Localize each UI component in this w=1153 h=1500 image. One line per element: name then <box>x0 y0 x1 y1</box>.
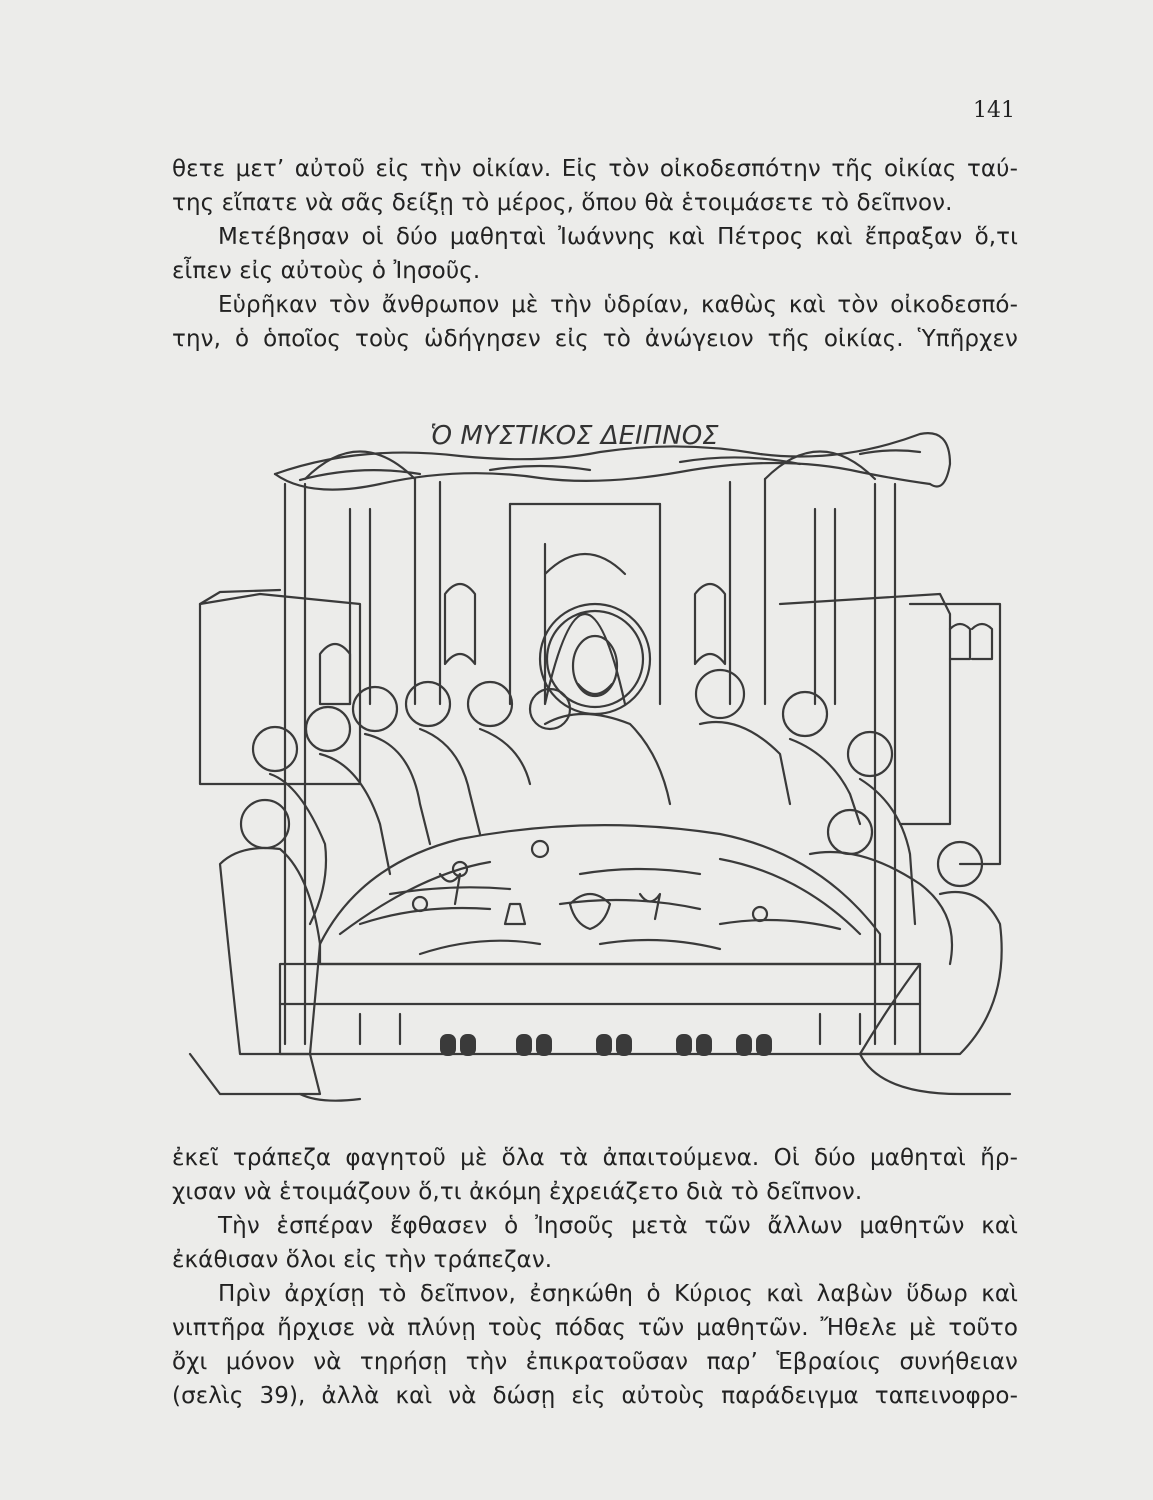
paragraph-line: της εἴπατε νὰ σᾶς δείξῃ τὸ μέρος, ὅπου θὰ ἑτοιμάσετε τὸ δεῖπνον. <box>172 190 953 216</box>
paragraph-line: την, ὁ ὁποῖος τοὺς ὡδήγησεν εἰς τὸ ἀνώγειον τῆς οἰκίας. Ὑπῆρχεν <box>172 326 1018 352</box>
page-number: 141 <box>973 98 1015 123</box>
illustration-inscription: Ὁ ΜΥΣΤΙΚΟΣ ΔΕΙΠΝΟΣ <box>430 421 719 451</box>
text-block-bottom <box>172 1141 1018 1413</box>
paragraph-line: Εὑρῆκαν τὸν ἄνθρωπον μὲ τὴν ὑδρίαν, καθὼς καὶ τὸν οἰκοδεσπό- <box>218 292 1018 318</box>
paragraph-line: (σελὶς 39), ἀλλὰ καὶ νὰ δώσῃ εἰς αὐτοὺς παράδειγμα ταπεινοφρο- <box>172 1383 1018 1409</box>
paragraph-line: εἶπεν εἰς αὐτοὺς ὁ Ἰησοῦς. <box>172 258 481 284</box>
paragraph-line: ἐκάθισαν ὅλοι εἰς τὴν τράπεζαν. <box>172 1247 553 1273</box>
last-supper-illustration <box>160 404 1030 1114</box>
paragraph-line: θετε μετ’ αὐτοῦ εἰς τὴν οἰκίαν. Εἰς τὸν οἰκοδεσπότην τῆς οἰκίας ταύ- <box>172 156 1018 182</box>
paragraph-line: νιπτῆρα ἤρχισε νὰ πλύνῃ τοὺς πόδας τῶν μαθητῶν. Ἤθελε μὲ τοῦτο <box>172 1315 1018 1341</box>
paragraph-line: Τὴν ἑσπέραν ἔφθασεν ὁ Ἰησοῦς μετὰ τῶν ἄλλων μαθητῶν καὶ <box>218 1213 1018 1239</box>
paragraph-line: χισαν νὰ ἑτοιμάζουν ὅ,τι ἀκόμη ἐχρειάζετο διὰ τὸ δεῖπνον. <box>172 1179 863 1205</box>
paragraph-line: ὄχι μόνον νὰ τηρήσῃ τὴν ἐπικρατοῦσαν παρ’ Ἑβραίοις συνήθειαν <box>172 1349 1018 1375</box>
text-block-top <box>172 152 1018 356</box>
paragraph-line: Μετέβησαν οἱ δύο μαθηταὶ Ἰωάννης καὶ Πέτρος καὶ ἔπραξαν ὅ,τι <box>218 224 1018 250</box>
paragraph-line: ἐκεῖ τράπεζα φαγητοῦ μὲ ὅλα τὰ ἀπαιτούμενα. Οἱ δύο μαθηταὶ ἤρ- <box>172 1145 1018 1171</box>
paragraph-line: Πρὶν ἀρχίσῃ τὸ δεῖπνον, ἐσηκώθη ὁ Κύριος καὶ λαβὼν ὕδωρ καὶ <box>218 1281 1018 1307</box>
